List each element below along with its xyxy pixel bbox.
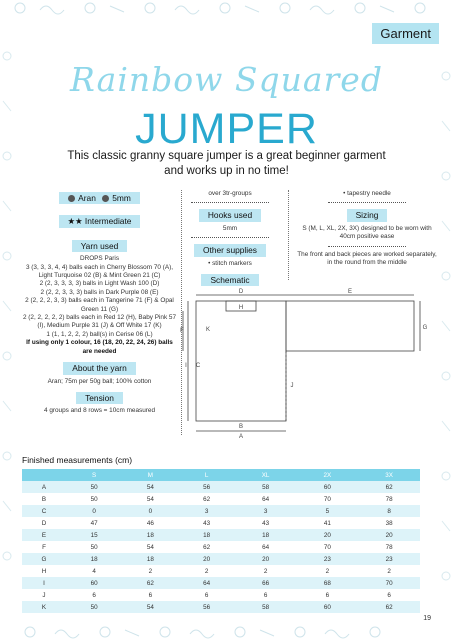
table-cell: 50 [66, 601, 122, 613]
table-cell: 3 [235, 505, 297, 517]
measurements-heading: Finished measurements (cm) [22, 455, 133, 465]
table-cell: 62 [122, 577, 178, 589]
table-cell: 18 [235, 529, 297, 541]
row-label-cell: A [22, 481, 66, 493]
row-label-cell: I [22, 577, 66, 589]
table-cell: 68 [296, 577, 358, 589]
table-cell: 60 [296, 601, 358, 613]
difficulty-label: Intermediate [84, 216, 132, 227]
table-cell: 60 [66, 577, 122, 589]
table-cell: 6 [66, 589, 122, 601]
yarn-doodle-border-bottom [0, 624, 453, 640]
table-row [22, 505, 420, 517]
tension-text: 4 groups and 8 rows = 10cm measured [43, 407, 155, 415]
table-header-cell: S [66, 469, 122, 481]
garment-schematic [178, 287, 428, 439]
yarn-line: 1 (1, 1, 2, 2, 2) ball(s) in Cerise 06 (L) [46, 330, 153, 338]
table-cell: 50 [66, 541, 122, 553]
schematic-sleeve [286, 301, 414, 351]
table-cell: 62 [358, 481, 420, 493]
table-row [22, 529, 420, 541]
table-cell: 64 [235, 541, 297, 553]
table-header-row [22, 469, 420, 481]
schematic-label-e: E [347, 289, 353, 295]
table-cell: 54 [122, 493, 178, 505]
hooks-text: 5mm [222, 224, 238, 232]
table-header-cell: L [178, 469, 234, 481]
schematic-label-j: J [290, 383, 294, 389]
page-number: 19 [423, 615, 431, 622]
table-cell: 78 [358, 493, 420, 505]
table-body [22, 481, 420, 613]
row-label-cell: E [22, 529, 66, 541]
table-header-cell: XL [235, 469, 297, 481]
table-cell: 0 [66, 505, 122, 517]
row-label-cell: G [22, 553, 66, 565]
row-label-cell: F [22, 541, 66, 553]
table-cell: 20 [178, 553, 234, 565]
table-cell: 6 [122, 589, 178, 601]
yarn-line: 3 (3, 3, 3, 4, 4) balls each in Cherry Blossom 70 (A), Light Turquoise 02 (B) & Mint Green 21 (C) [25, 263, 174, 280]
table-cell: 38 [358, 517, 420, 529]
table-cell: 56 [178, 481, 234, 493]
table-header-cell [22, 469, 66, 481]
table-cell: 20 [358, 529, 420, 541]
table-cell: 2 [178, 565, 234, 577]
table-cell: 6 [358, 589, 420, 601]
table-cell: 2 [358, 565, 420, 577]
left-column [22, 190, 177, 420]
schematic-heading: Schematic [201, 274, 258, 286]
table-cell: 20 [296, 529, 358, 541]
table-row [22, 565, 420, 577]
schematic-label-h: H [238, 305, 244, 311]
single-colour-note: If using only 1 colour, 16 (18, 20, 22, 24, 26) balls are needed [26, 339, 173, 355]
table-cell: 8 [358, 505, 420, 517]
right-column [296, 190, 438, 271]
table-row [22, 577, 420, 589]
table-row [22, 541, 420, 553]
table-cell: 62 [178, 493, 234, 505]
table-row [22, 481, 420, 493]
dotted-separator [328, 202, 406, 203]
table-cell: 23 [296, 553, 358, 565]
table-cell: 6 [235, 589, 297, 601]
row-label-cell: C [22, 505, 66, 517]
table-cell: 41 [296, 517, 358, 529]
table-cell: 2 [235, 565, 297, 577]
table-cell: 20 [235, 553, 297, 565]
table-cell: 18 [178, 529, 234, 541]
table-cell: 23 [358, 553, 420, 565]
row-label-cell: K [22, 601, 66, 613]
table-cell: 58 [235, 481, 297, 493]
schematic-label-c: C [195, 363, 201, 369]
table-cell: 56 [178, 601, 234, 613]
table-cell: 2 [296, 565, 358, 577]
yarn-weight-badge [59, 192, 140, 204]
yarn-line: 2 (2, 2, 2, 2, 2) balls each in Red 12 (H), Baby Pink 57 (I), Medium Purple 31 (J) & Off White 17 (K) [22, 314, 177, 330]
schematic-label-f: F [180, 328, 184, 334]
table-cell: 54 [122, 541, 178, 553]
about-yarn-text: Aran; 75m per 50g ball; 100% cotton [47, 377, 152, 385]
title-script: Rainbow Squared [70, 60, 383, 99]
table-cell: 18 [122, 529, 178, 541]
dotted-separator [191, 202, 269, 203]
table-cell: 66 [235, 577, 297, 589]
row-label-cell: H [22, 565, 66, 577]
table-cell: 70 [296, 541, 358, 553]
table-cell: 60 [296, 481, 358, 493]
tension-heading: Tension [76, 392, 123, 404]
tension-continuation: over 3tr-groups [208, 190, 252, 197]
schematic-label-b: B [238, 424, 244, 430]
table-cell: 43 [178, 517, 234, 529]
table-row [22, 517, 420, 529]
row-label-cell: D [22, 517, 66, 529]
table-cell: 64 [235, 493, 297, 505]
sizing-heading: Sizing [347, 209, 388, 221]
table-cell: 54 [122, 601, 178, 613]
yarn-line: 2 (2, 3, 3, 3, 3) balls in Light Wash 100 (D) [39, 280, 160, 288]
table-row [22, 589, 420, 601]
schematic-label-i: I [185, 363, 187, 369]
dotted-separator [328, 246, 406, 247]
table-cell: 62 [358, 601, 420, 613]
row-label-cell: J [22, 589, 66, 601]
table-header-cell: 2X [296, 469, 358, 481]
table-row [22, 493, 420, 505]
construction-text: The front and back pieces are worked separately, in the round from the middle [297, 250, 437, 267]
table-header-cell: 3X [358, 469, 420, 481]
yarn-weight: Aran [78, 193, 96, 203]
other-supplies-heading: Other supplies [194, 244, 266, 256]
table-cell: 50 [66, 493, 122, 505]
table-cell: 58 [235, 601, 297, 613]
middle-column [186, 190, 274, 289]
supply-item: • tapestry needle [343, 190, 391, 197]
hook-icon [102, 195, 109, 202]
yarn-line: 2 (2, 2, 3, 3, 3) balls in Dark Purple 08 (E) [40, 288, 159, 296]
about-yarn-heading: About the yarn [63, 362, 135, 374]
table-row [22, 601, 420, 613]
table-cell: 0 [122, 505, 178, 517]
table-cell: 5 [296, 505, 358, 517]
table-cell: 47 [66, 517, 122, 529]
yarn-line: DROPS Paris [79, 255, 120, 263]
hooks-heading: Hooks used [199, 209, 261, 221]
supply-item: • stitch markers [208, 259, 252, 267]
table-header-cell: M [122, 469, 178, 481]
page-title: JUMPER [135, 105, 318, 153]
intro-text: This classic granny square jumper is a great beginner garment and works up in no time! [67, 150, 386, 177]
table-cell: 6 [296, 589, 358, 601]
measurements-table [22, 469, 420, 613]
schematic-label-d: D [238, 289, 244, 295]
table-cell: 3 [178, 505, 234, 517]
sizing-text: S (M, L, XL, 2X, 3X) designed to be worn with 40cm positive ease [302, 224, 432, 241]
row-label-cell: B [22, 493, 66, 505]
table-cell: 78 [358, 541, 420, 553]
table-cell: 43 [235, 517, 297, 529]
schematic-body [196, 301, 286, 421]
table-cell: 62 [178, 541, 234, 553]
table-cell: 2 [122, 565, 178, 577]
table-cell: 18 [66, 553, 122, 565]
table-cell: 4 [66, 565, 122, 577]
table-cell: 70 [358, 577, 420, 589]
yarn-doodle-border-top [0, 0, 453, 16]
table-cell: 54 [122, 481, 178, 493]
schematic-label-g: G [422, 325, 428, 331]
column-divider [288, 190, 289, 280]
yarn-ball-icon [68, 195, 75, 202]
difficulty-badge [59, 215, 141, 227]
section-tag: Garment [372, 23, 439, 44]
table-cell: 70 [296, 493, 358, 505]
table-row [22, 553, 420, 565]
difficulty-stars-icon: ★★ [67, 216, 83, 227]
yarn-line: 2 (2, 2, 2, 3, 3) balls each in Tangerine 71 (F) & Opal Green 11 (G) [25, 297, 174, 313]
table-cell: 15 [66, 529, 122, 541]
table-cell: 64 [178, 577, 234, 589]
table-cell: 50 [66, 481, 122, 493]
hook-size: 5mm [112, 193, 131, 203]
table-cell: 6 [178, 589, 234, 601]
schematic-label-k: K [205, 327, 211, 333]
dotted-separator [191, 237, 269, 238]
table-cell: 46 [122, 517, 178, 529]
schematic-label-a: A [238, 434, 244, 439]
yarn-used-heading: Yarn used [72, 240, 128, 252]
table-cell: 18 [122, 553, 178, 565]
